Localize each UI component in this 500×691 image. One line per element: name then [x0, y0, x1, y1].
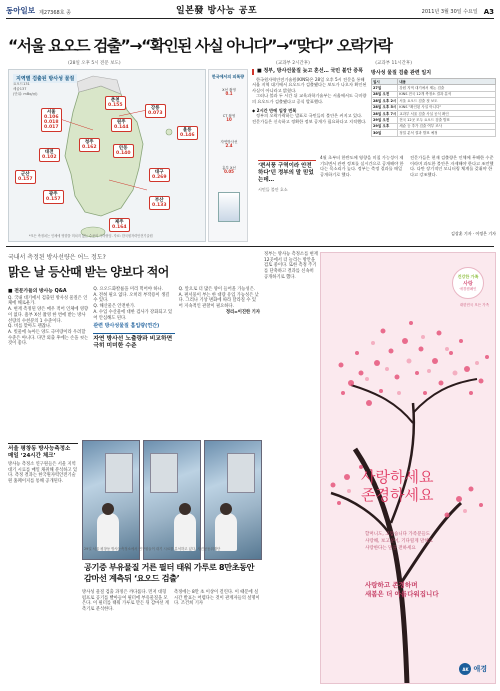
lab-photo: [143, 440, 201, 560]
article-column: [8, 287, 89, 350]
city-daegu: 대구 0.269: [149, 168, 170, 182]
map-footnote: *모든 측정치는 인체에 영향을 미치지 않는 수준의 극미량임. 자료: 한국원자력안전기술원: [29, 234, 153, 238]
brand-logo[interactable]: [459, 663, 487, 675]
article-paragraph: Q. 비를 맞아도 괜찮나.: [8, 324, 52, 330]
qa-heading: ■ 전문가들의 방사능 Q&A: [8, 289, 67, 294]
table-row: 28일 오후 7시 교과부 서울 검출 사실 공식 확인: [372, 111, 496, 117]
headline-sub-1: (28일 오후 5시 전문 보도): [68, 61, 121, 66]
table-row: 29일 오전 전국 12곳 모두 요오드 검출 발표: [372, 117, 496, 123]
city-daejeon: 대전 0.102: [39, 148, 60, 162]
graphic-bar: [218, 192, 240, 222]
lab-photo: [82, 440, 140, 560]
side-box-title: 자연 방사선 노출량과 비교하면 극히 미미한 수준: [93, 335, 173, 349]
photo-caption: 29일 서울 평창동 방사능측정소에서 연구원들이 대기 시료를 분석하고 있다. 사진공동취재단: [84, 547, 221, 551]
graphic-item: CT 촬영 10: [222, 114, 236, 122]
city-gangneung: 강릉 0.073: [145, 104, 166, 118]
city-chuncheon: 춘천 0.155: [105, 96, 126, 110]
legend-item: (단위: mBq/㎥): [13, 92, 38, 96]
edition-number: 제27368호 종: [38, 10, 71, 16]
table-header: 내용: [398, 79, 496, 85]
graphic-title: 한국에서의 피폭량: [211, 74, 245, 79]
advertisement[interactable]: [320, 252, 496, 684]
table-row: 28일 오후 5시 KINS "확인된 사실 아니다": [372, 104, 496, 110]
lead-article: [252, 69, 367, 124]
table-row: 27일 강원 지역 대기에서 제논 검출: [372, 85, 496, 91]
masthead-left: [6, 5, 71, 18]
ad-headline: 사랑하세요 존경하세요: [361, 468, 434, 504]
map-title: 지역별 검출된 방사성 물질: [13, 74, 77, 83]
article-paragraph: Q. 요오드화칼륨을 미리 먹어야 하나.: [93, 287, 164, 292]
article-subhead: ■ 정부, 방사선물질 늦고 혼선… 국민 불안 증폭: [252, 69, 367, 75]
article-paragraph: Q. 해산물은 안전한가.: [93, 304, 136, 310]
pull-quote-text: ‘편서풍 구역이라 안전하다’던 정부의 말 믿었는데…: [258, 163, 314, 183]
story-kicker: 국내서 측정된 방사선량은 어느 정도?: [8, 254, 106, 261]
section-title: 일본發 방사능 공포: [176, 6, 258, 16]
measurement-article: [82, 590, 262, 613]
city-jeju: 제주 0.164: [109, 218, 130, 232]
pull-quote: [258, 160, 316, 193]
short-article: 정부는 방사능 측정소를 현재 12곳에서 더 늘리는 방안을 검토 중이다. 또한 측정 주기를 단축하고 결과를 신속히 공개하기로 했다.: [264, 252, 318, 280]
city-cheongju: 청주 0.162: [79, 138, 100, 152]
side-box: [93, 333, 174, 350]
headline-sublines: [8, 60, 492, 66]
table-row: 29일 오후 세슘 등 추가 검출 여부 조사: [372, 123, 496, 129]
article-column: [93, 287, 174, 350]
story-headline: 공기중 부유물질 거른 필터 태워 가루로 8만초동안 감마선 계측뒤 ‘요오드 검출’: [84, 562, 255, 583]
article-bullet: ◆ 2시간 만에 입장 번복: [252, 107, 297, 113]
newspaper-logo: 동아일보: [6, 6, 35, 15]
article-paragraph: 정부의 오락가락하는 발표로 국민들의 불안은 커지고 있다. 전문가들은 신속하고 정확한 정보 공개가 필요하다고 지적했다.: [252, 113, 367, 124]
graphic-item: 자연방사선 2.4: [220, 140, 238, 148]
article-paragraph: A. 빗물에 녹아든 양도 극미량이라 우려할 수준은 아니다. 다만 외출 후에는 손을 씻는 것이 좋다.: [8, 329, 89, 347]
timeline-title: 방사성 물질 검출 관련 일지: [371, 70, 432, 76]
city-andong: 안동 0.140: [113, 144, 134, 158]
city-wonju: 원주 0.144: [111, 118, 132, 132]
article-paragraph: Q. 앞으로 더 많은 양이 들어올 가능성은.: [178, 287, 256, 292]
graphic-item: X선 촬영 0.1: [222, 88, 236, 96]
masthead: [6, 3, 494, 19]
exposure-graphic: [208, 69, 248, 242]
article-paragraph: 그러나 불과 두 시간 뒤 교육과학기술부는 서울에서도 극미량의 요오드가 검출됐다고 공식 발표했다.: [252, 93, 367, 104]
table-row: 30일 정밀 분석 결과 발표 예정: [372, 130, 496, 136]
photo-row: [82, 440, 262, 560]
article-continuation: 4월 초부터 한반도에 영향을 미칠 가능성이 제기되면서 관련 정보를 실시간으로 공개해야 한다는 목소리가 높다. 정부는 측정 결과를 매일 공개하기로 했다.: [320, 155, 404, 177]
article-paragraph: A. 수입 수산물에 대한 검사가 강화되고 있어 안심해도 된다.: [93, 309, 173, 321]
city-seoul: 서울 0.106 0.018 0.017: [41, 108, 62, 132]
table-header: 일시: [372, 79, 398, 85]
table-row: 28일 오전 KINS 전국 12개 측정소 결과 분석: [372, 91, 496, 97]
ad-badge: 건강한 가족 사랑 애경캠페인: [452, 267, 484, 299]
article-byline: 김상훈 기자 · 이정은 기자: [451, 231, 496, 236]
story-headline: 맑은 날 등산때 받는 양보다 적어: [8, 265, 169, 279]
section-divider: [6, 246, 494, 247]
page-number: A3: [483, 8, 494, 16]
article-column: [179, 287, 260, 350]
lead-headline: “서울 요오드 검출”→“확인된 사실 아니다”→“맞다” 오락가락: [8, 37, 392, 55]
timeline-box: [371, 69, 496, 137]
city-busan: 부산 0.133: [149, 196, 170, 210]
brand-mark-icon: AK: [459, 663, 471, 675]
city-gwangju: 광주 0.157: [43, 190, 64, 204]
article-paragraph: 방사능 측정소 연구원들은 서울 지역 대기 시료를 매일 채취해 분석하고 있다. 측정 결과는 한국원자력안전기술원 홈페이지를 통해 공개된다.: [8, 462, 78, 485]
map-legend: [13, 82, 38, 97]
article-column: 방사성 물질 검출 과정은 까다롭다. 먼저 대형 펌프로 공기를 빨아들여 필터에 부유물질을 모은다. 이 필터를 태워 가루로 만든 뒤 감마선 계측기로 분석한다.: [82, 590, 170, 613]
blue-subhead: 관련 방사성물질 흡입량(연간): [93, 323, 160, 330]
radiation-map: [8, 69, 206, 242]
table-row: 28일 오후 2시 서울 요오드 검출 첫 보도: [372, 98, 496, 104]
city-gunsan: 군산 0.157: [15, 170, 36, 184]
article-paragraph: A. 편서풍이 부는 한 대량 유입 가능성은 낮다. 그러나 기상 변화에 따라 달라질 수 있어 지속적인 관찰이 필요하다.: [178, 292, 259, 310]
article-paragraph: Q. 국내 대기에서 검출된 방사성 물질은 인체에 해로운가.: [8, 295, 88, 307]
pull-quote-sub: 시민들 불안 호소: [258, 187, 288, 192]
article-paragraph: A. 현재 측정된 양은 매우 적어 인체에 영향이 없다. 흉부 X선 촬영 한 번에 받는 방사선량의 수천분의 1 수준이다.: [8, 307, 89, 324]
ad-tagline: 사랑하고 존경하며 새봄은 더 아름다워집니다: [365, 581, 439, 598]
legend-item: 요오드131: [13, 82, 30, 86]
article-paragraph: A. 전혀 필요 없다. 오히려 부작용이 생길 수 있다.: [93, 292, 170, 304]
ad-note: 대한민국 모든 가족: [459, 303, 489, 307]
legend-item: 세슘137: [13, 87, 27, 91]
headline-sub-2: (교과부 2시간후): [275, 61, 310, 66]
timeline-table: [371, 78, 496, 137]
qa-article: [8, 287, 260, 350]
headline-sub-3: (교과부 11시간후): [375, 61, 412, 66]
brand-name: 애경: [473, 665, 487, 673]
masthead-right: [422, 8, 494, 18]
article-column: 측정에는 8만 초 이상이 걸린다. 이 때문에 실시간 발표는 어렵다는 것이 관계자들의 설명이다. 조건희 기자: [174, 590, 260, 607]
box-story-title: 서울 평창동 방사능측정소: [8, 443, 78, 453]
graphic-item: 흉부 X선 0.05: [222, 166, 236, 174]
article-byline: 정리=이진한 기자: [225, 309, 260, 315]
ad-body: 할머니도, 고맙습니다 가족분들도 사랑해, 보고싶어, 기다릴게 말해요 사랑한다는 말을 전하세요: [365, 532, 434, 551]
box-story-subtitle: 매일 ‘24시간 체크’: [8, 453, 56, 459]
city-ulleung: 울릉 0.146: [177, 126, 198, 140]
article-continuation: 전문가들은 현재 검출량은 인체에 무해한 수준이라며 과도한 불안은 자제해야 한다고 조언했다. 다만 장기적인 모니터링 체계를 갖춰야 한다고 강조했다.: [410, 155, 494, 177]
box-story: [8, 443, 78, 485]
lab-photo: [204, 440, 262, 560]
article-paragraph: 한국원자력안전기술원(KINS)은 28일 오후 5시 전문을 통해 서울 지역 대기에서 요오드가 검출됐다는 보도가 나오자 확인된 사실이 아니라고 밝혔다.: [252, 76, 367, 93]
issue-date: 2011년 3월 30일 수요일: [421, 9, 478, 15]
